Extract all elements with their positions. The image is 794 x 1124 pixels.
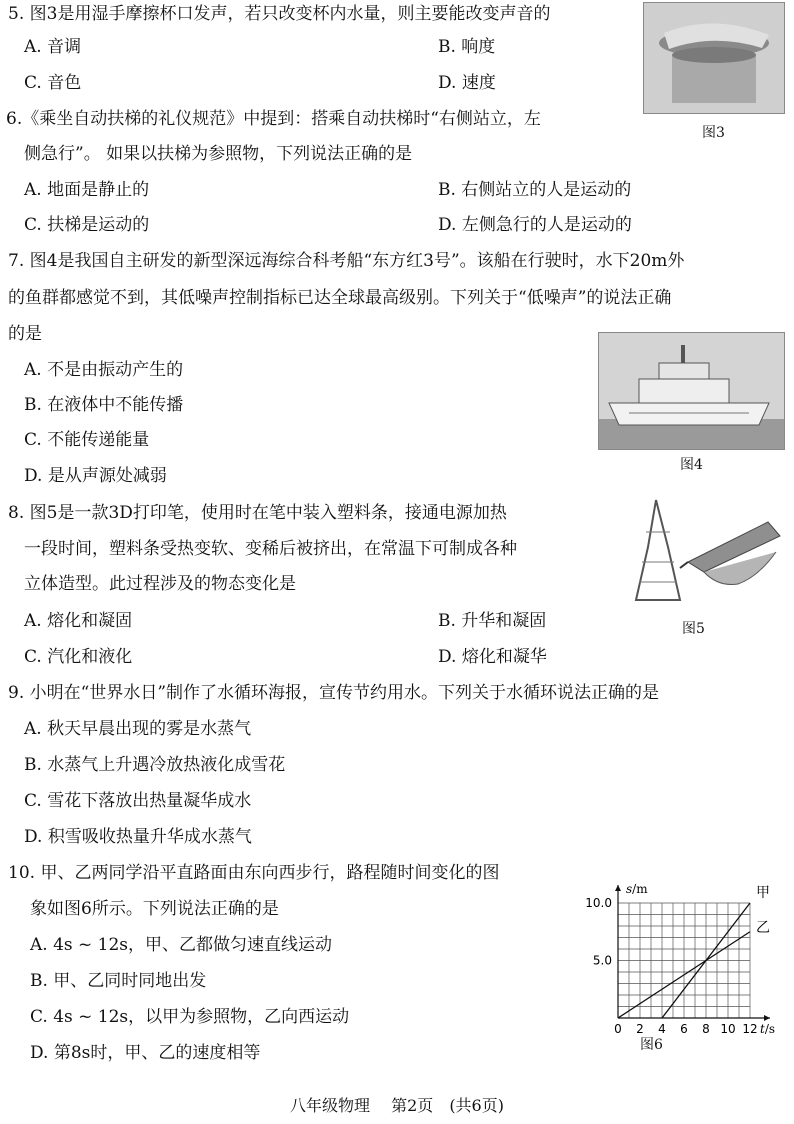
x-axis-label: t/s <box>760 1022 776 1035</box>
q5-stem: 5. 图3是用湿手摩擦杯口发声，若只改变杯内水量，则主要能改变声音的 <box>8 4 551 24</box>
q5-option-a: A. 音调 <box>24 37 82 57</box>
q6-option-a: A. 地面是静止的 <box>24 180 150 200</box>
q7-option-c: C. 不能传递能量 <box>24 430 150 450</box>
q7-stem-line1: 7. 图4是我国自主研发的新型深远海综合科考船“东方红3号”。该船在行驶时，水下20m外 <box>8 251 685 271</box>
page-footer <box>0 1096 794 1116</box>
q8-option-a: A. 熔化和凝固 <box>24 611 133 631</box>
q5-option-d: D. 速度 <box>438 73 496 93</box>
figure-5-image <box>608 492 786 606</box>
figure-3-image <box>643 2 785 114</box>
x-tick-label: 10 <box>720 1022 736 1035</box>
q7-option-b: B. 在液体中不能传播 <box>24 395 184 415</box>
q8-stem-line1: 8. 图5是一款3D打印笔，使用时在笔中装入塑料条，接通电源加热 <box>8 503 507 523</box>
q8-option-b: B. 升华和凝固 <box>438 611 547 631</box>
y-tick-label: 5.0 <box>592 953 612 968</box>
q10-stem-line2: 象如图6所示。下列说法正确的是 <box>30 899 279 919</box>
x-tick-label: 2 <box>636 1022 644 1035</box>
figure-4-caption: 图4 <box>680 457 703 473</box>
q8-option-d: D. 熔化和凝华 <box>438 647 547 667</box>
footer-total: (共6页) <box>449 1096 504 1115</box>
q6-stem-line2: 侧急行”。 如果以扶梯为参照物，下列说法正确的是 <box>24 144 413 164</box>
figure-3-caption: 图3 <box>702 125 725 141</box>
q5-option-b: B. 响度 <box>438 37 496 57</box>
x-tick-label: 4 <box>658 1022 666 1035</box>
q7-stem-line3: 的是 <box>8 324 42 344</box>
q9-option-b: B. 水蒸气上升遇冷放热液化成雪花 <box>24 755 286 775</box>
q6-option-b: B. 右侧站立的人是运动的 <box>438 180 632 200</box>
y-axis-arrow <box>615 885 621 891</box>
chart-grid <box>618 903 750 1018</box>
q5-option-c: C. 音色 <box>24 73 82 93</box>
q10-option-d: D. 第8s时，甲、乙的速度相等 <box>30 1043 261 1063</box>
q6-option-d: D. 左侧急行的人是运动的 <box>438 215 632 235</box>
q10-option-a: A. 4s ~ 12s，甲、乙都做匀速直线运动 <box>30 935 333 955</box>
y-axis-label: s/m <box>626 882 648 896</box>
q9-stem: 9. 小明在“世界水日”制作了水循环海报，宣传节约用水。下列关于水循环说法正确的是 <box>8 683 660 703</box>
series-label-jia: 甲 <box>756 885 770 901</box>
q8-option-c: C. 汽化和液化 <box>24 647 133 667</box>
x-tick-label: 6 <box>680 1022 688 1035</box>
figure-4-image <box>598 332 785 450</box>
q7-option-d: D. 是从声源处减弱 <box>24 466 167 486</box>
q6-option-c: C. 扶梯是运动的 <box>24 215 150 235</box>
figure-6-caption: 图6 <box>640 1037 663 1053</box>
x-axis-arrow <box>764 1015 770 1021</box>
q6-stem-line1: 6.《乘坐自动扶梯的礼仪规范》中提到：搭乘自动扶梯时“右侧站立，左 <box>6 109 541 129</box>
series-label-yi: 乙 <box>756 919 770 936</box>
figure-5-caption: 图5 <box>682 621 705 637</box>
figure-6-chart <box>560 870 790 1035</box>
q8-stem-line2: 一段时间，塑料条受热变软、变稀后被挤出，在常温下可制成各种 <box>24 539 517 559</box>
q7-stem-line2: 的鱼群都感觉不到，其低噪声控制指标已达全球最高级别。下列关于“低噪声”的说法正确 <box>8 288 672 308</box>
q10-stem-line1: 10. 甲、乙两同学沿平直路面由东向西步行，路程随时间变化的图 <box>8 863 500 883</box>
footer-page: 第2页 <box>391 1096 434 1115</box>
footer-subject: 八年级物理 <box>290 1096 371 1115</box>
q9-option-a: A. 秋天早晨出现的雾是水蒸气 <box>24 719 252 739</box>
x-tick-label: 12 <box>742 1022 758 1035</box>
q10-option-c: C. 4s ~ 12s，以甲为参照物，乙向西运动 <box>30 1007 350 1027</box>
y-tick-label: 10.0 <box>585 896 612 910</box>
chart-labels <box>585 882 775 1035</box>
q7-option-a: A. 不是由振动产生的 <box>24 360 184 380</box>
q10-option-b: B. 甲、乙同时同地出发 <box>30 971 207 991</box>
x-tick-label: 0 <box>614 1022 622 1035</box>
q8-stem-line3: 立体造型。此过程涉及的物态变化是 <box>24 574 296 594</box>
x-tick-label: 8 <box>702 1022 710 1035</box>
q9-option-c: C. 雪花下落放出热量凝华成水 <box>24 791 252 811</box>
q9-option-d: D. 积雪吸收热量升华成水蒸气 <box>24 827 252 847</box>
chart-axes <box>615 885 770 1021</box>
